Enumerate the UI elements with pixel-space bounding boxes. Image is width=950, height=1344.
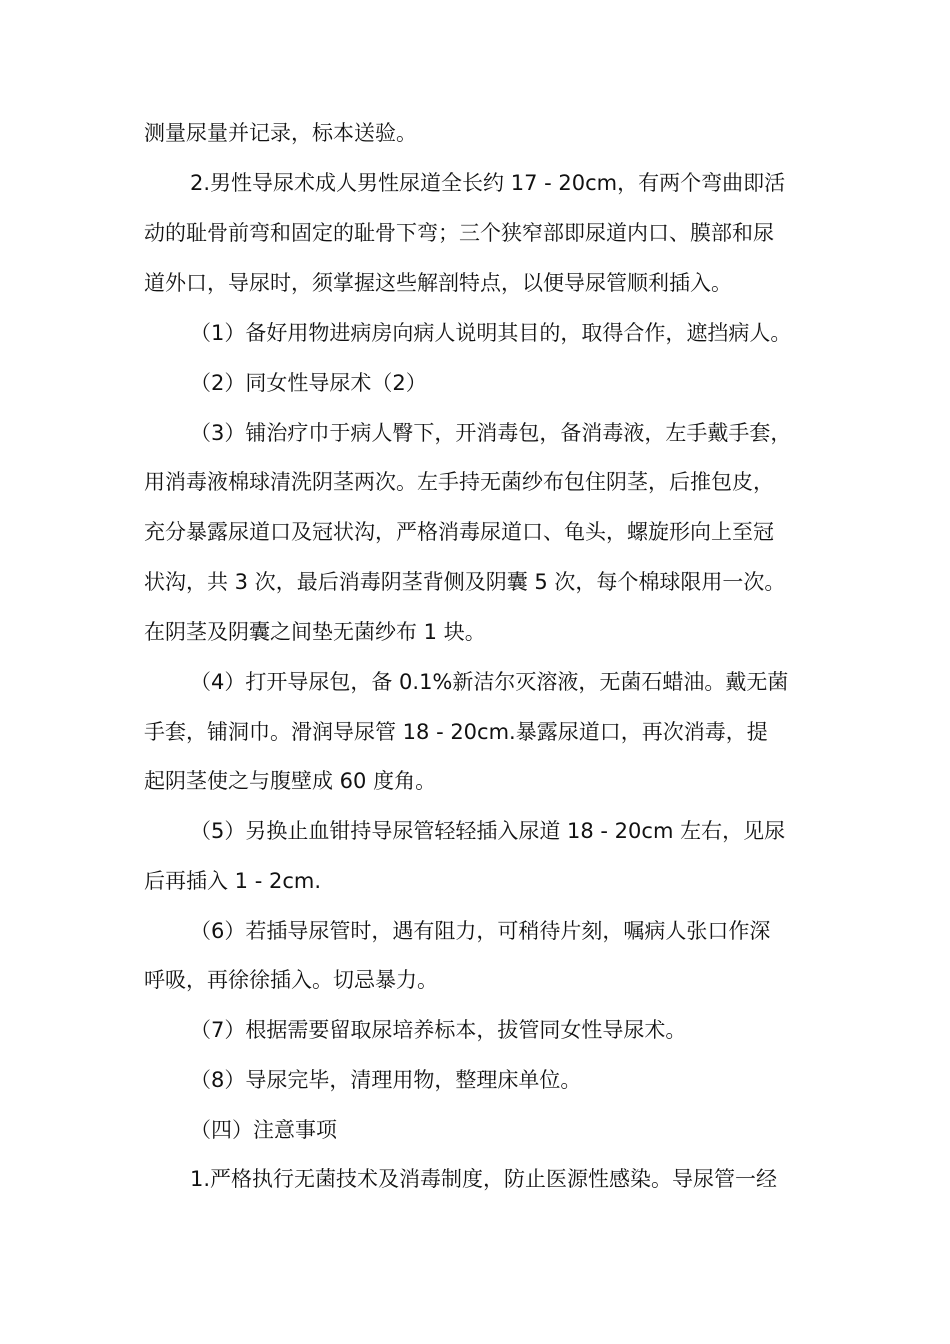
text-line: 在阴茎及阴囊之间垫无菌纱布 1 块。 — [144, 620, 486, 644]
text-line: 1.严格执行无菌技术及消毒制度，防止医源性感染。导尿管一经 — [190, 1167, 778, 1191]
text-line: 手套，铺洞巾。滑润导尿管 18 - 20cm.暴露尿道口，再次消毒，提 — [144, 720, 768, 744]
text-line: （5）另换止血钳持导尿管轻轻插入尿道 18 - 20cm 左右，见尿 — [190, 819, 786, 843]
text-line: 动的耻骨前弯和固定的耻骨下弯；三个狭窄部即尿道内口、膜部和尿 — [144, 221, 774, 245]
text-line: 起阴茎使之与腹壁成 60 度角。 — [144, 769, 437, 793]
text-line: （8）导尿完毕，清理用物，整理床单位。 — [190, 1068, 582, 1092]
text-line: （4）打开导尿包，备 0.1%新洁尔灭溶液，无菌石蜡油。戴无菌 — [190, 670, 789, 694]
text-line: （3）铺治疗巾于病人臀下，开消毒包，备消毒液，左手戴手套， — [190, 421, 792, 445]
text-line: 用消毒液棉球清洗阴茎两次。左手持无菌纱布包住阴茎，后推包皮， — [144, 470, 774, 494]
text-line: 充分暴露尿道口及冠状沟，严格消毒尿道口、龟头，螺旋形向上至冠 — [144, 520, 774, 544]
section-heading: （四）注意事项 — [190, 1118, 337, 1142]
text-line: 测量尿量并记录，标本送验。 — [144, 121, 417, 145]
text-line: 状沟，共 3 次，最后消毒阴茎背侧及阴囊 5 次，每个棉球限用一次。 — [144, 570, 786, 594]
text-line: 后再插入 1 - 2cm. — [144, 869, 322, 893]
text-line: （2）同女性导尿术（2） — [190, 371, 427, 395]
text-line: 2.男性导尿术成人男性尿道全长约 17 - 20cm，有两个弯曲即活 — [190, 171, 786, 195]
text-line: 道外口，导尿时，须掌握这些解剖特点，以便导尿管顺利插入。 — [144, 271, 732, 295]
text-line: （7）根据需要留取尿培养标本，拔管同女性导尿术。 — [190, 1018, 687, 1042]
text-line: 呼吸，再徐徐插入。切忌暴力。 — [144, 968, 438, 992]
text-line: （1）备好用物进病房向病人说明其目的，取得合作，遮挡病人。 — [190, 321, 792, 345]
text-line: （6）若插导尿管时，遇有阻力，可稍待片刻，嘱病人张口作深 — [190, 919, 771, 943]
